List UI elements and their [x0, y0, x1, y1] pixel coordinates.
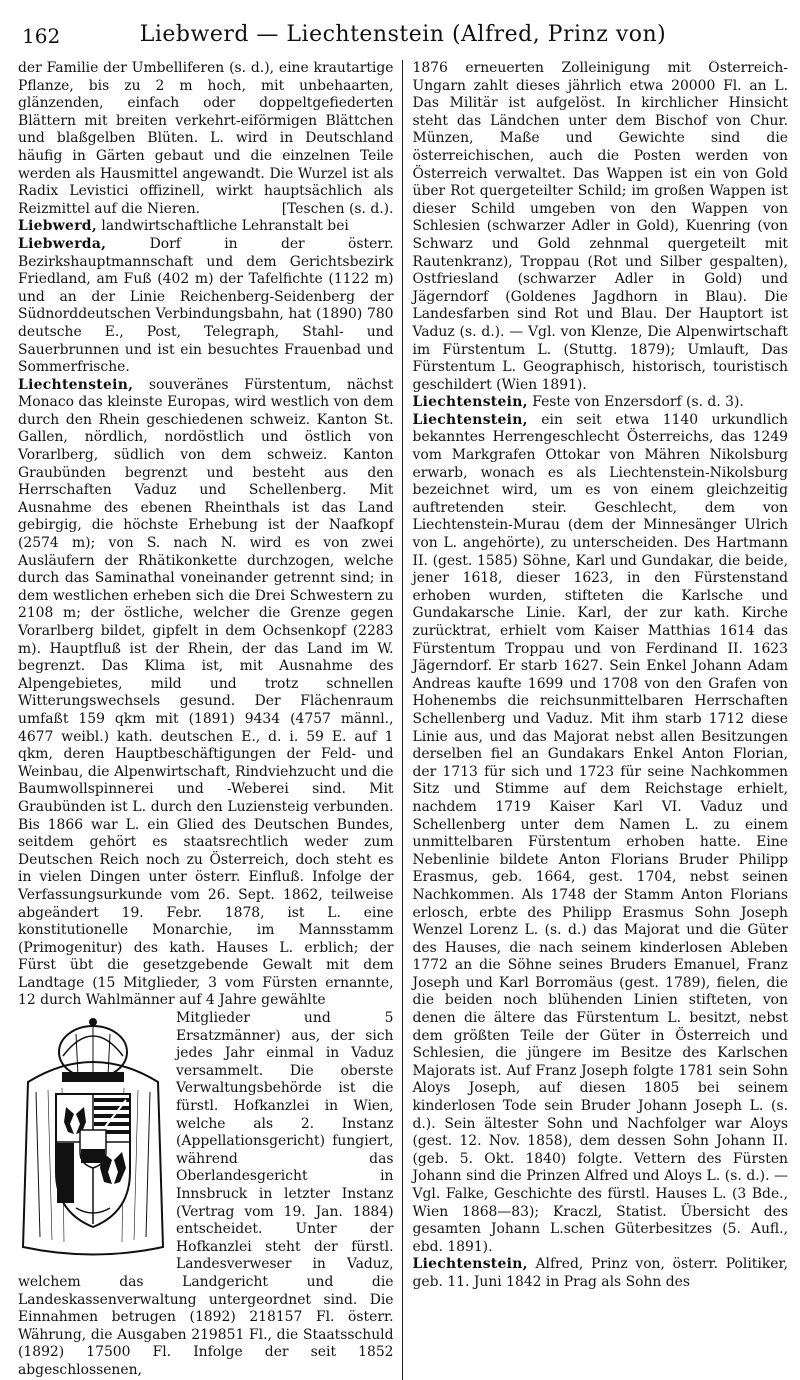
entry-liechtenstein-family	[413, 412, 789, 1257]
coat-of-arms-figure	[18, 1012, 168, 1262]
running-title: Liebwerd — Liechtenstein (Alfred, Prinz von)	[139, 22, 667, 47]
entry-liebwerd	[18, 218, 394, 236]
left-column	[18, 60, 402, 1380]
entry-liechtenstein-fortress	[413, 394, 789, 412]
page-header	[18, 10, 788, 54]
entry-text: 1876 erneuerten Zolleinigung mit Österreich-Ungarn zahlt dieses jährlich etwa 20000 Fl. an L. Das Militär ist aufgelöst. In kirchlicher Hinsicht steht das Ländchen unter dem Bischof von Chur. Münzen, Maße und Gewichte sind die österreichischen, auch die Posten werden von Österreich verwaltet. Das Wappen ist ein von Gold über Rot quergeteilter Schild; im großen Wappen ist dieser Schild umgeben von den Wappen von Schlesien (schwarzer Adler in Gold), Kuenring (von Schwarz und Gold zehnmal quergeteilt mit Rautenkranz), Troppau (Rot und Silber gespalten), Ostfriesland (schwarzer Adler in Gold) und Jägerndorf (Goldenes Jagdhorn in Blau). Die Landesfarben sind Rot und Blau. Der Hauptort ist Vaduz (s. d.). — Vgl. von Klenze, Die Alpenwirtschaft im Fürstentum L. (Stuttg. 1879); Umlauft, Das Fürstentum L. Geographisch, historisch, touristisch geschildert (Wien 1891).	[412, 60, 788, 393]
entry-headword: Liechtenstein,	[412, 411, 528, 428]
entry-text: Feste von Enzersdorf (s. d. 3).	[527, 394, 744, 411]
entry-headword: Liebwerd,	[18, 218, 97, 235]
entry-text: souveränes Fürstentum, nächst Monaco das kleinste Europas, wird westlich von dem durch den Rhein geschiedenen schweiz. Kanton St. Gallen, nördlich, nordöstlich und östlich von Vorarlberg, südlich von dem schweiz. Kanton Graubünden begrenzt und besteht aus den Herrschaften Vaduz und Schellenberg. Mit Ausnahme des ebenen Rheinthals ist das Land gebirgig, die höchste Erhebung ist der Naafkopf (2574 m); von S. nach N. wird es von zwei Ausläufern der Rhätikonkette durchzogen, welche durch das Saminathal voneinander getrennt sind; in dem westlichen erheben sich die Drei Schwestern zu 2108 m; der östliche, welcher die Grenze gegen Vorarlberg bildet, gipfelt in dem Ochsenkopf (2283 m). Hauptfluß ist der Rhein, der das Land im W. begrenzt. Das Klima ist, mit Ausnahme des Alpengebietes, mild und trotz schnellen Witterungswechsels gesund. Der Flächenraum umfaßt 159 qkm mit (1891) 9434 (4757 männl., 4677 weibl.) kath. deutschen E., d. i. 59 E. auf 1 qkm, deren Hauptbeschäftigungen der Feld- und Weinbau, die Alpenwirtschaft, Rindviehzucht und die Baumwollspinnerei und -Weberei sind. Mit Graubünden ist L. durch den Luziensteig verbunden. Bis 1866 war L. ein Glied des Deutschen Bundes, seitdem gehört es staatsrechtlich weder zum Deutschen Reich noch zu Österreich, doch steht es in vielen Dingen unter österr. Einfluß. Infolge der Verfassungsurkunde vom 26. Sept. 1862, teilweise abgeändert 19. Febr. 1878, ist L. eine konstitutionelle Monarchie, im Mannsstamm (Primogenitur) des kath. Hauses L. erblich; der Fürst übt die gesetzgebende Gewalt mit dem Landtage (15 Mitglieder, 3 vom Fürsten ernannte, 12 durch Wahlmänner auf 4 Jahre gewählte	[18, 376, 394, 1009]
page-number: 162	[22, 24, 61, 48]
coat-of-arms-icon	[18, 1012, 168, 1262]
entry-text: landwirtschaftliche Lehranstalt bei	[96, 218, 349, 235]
entry-text: Mitglieder und 5 Ersatzmänner) aus, der sich jedes Jahr einmal in Vaduz versammelt. Die oberste Verwaltungsbehörde ist die fürstl. Hofkanzlei in Wien, welche als 2. Instanz (Appellationsgericht) fungiert, während das Oberlandesgericht in Innsbruck in letzter Instanz (Vertrag vom 19. Jan. 1884) entscheidet. Unter der Hofkanzlei steht der fürstl. Landesverweser in Vaduz, welchem das Landgericht und die Landeskassenverwaltung untergeordnet sind. Die Einnahmen betrugen (1892) 218157 Fl. österr. Währung, die Ausgaben 219851 Fl., die Staatsschuld (1892) 17500 Fl. Infolge der seit 1852 abgeschlossenen,	[18, 1010, 394, 1378]
entry-liebwerda	[18, 236, 394, 377]
entry-text: der Familie der Umbelliferen (s. d.), eine krautartige Pflanze, bis zu 2 m hoch, mit unbehaarten, glänzenden, einfach oder doppeltgefiederten Blättern mit breiten verkehrt-eiförmigen Blättchen und blaßgelben Blüten. L. wird in Deutschland häufig in Gärten gebaut und die einzelnen Teile werden als Hausmittel angewandt. Die Wurzel ist als Radix Levistici offizinell, wirkt hauptsächlich als Reizmittel auf die Nieren.	[18, 60, 394, 217]
entry-headword: Liechtenstein,	[412, 394, 528, 411]
entry-headword: Liebwerda,	[18, 235, 107, 252]
entry-headword: Liechtenstein,	[412, 1256, 528, 1273]
entry-text: Alfred, Prinz von, österr. Politiker, geb. 11. Juni 1842 in Prag als Sohn des	[412, 1256, 788, 1290]
text-columns	[18, 60, 788, 1380]
entry-continuation	[413, 60, 789, 394]
entry-headword: Liechtenstein,	[18, 376, 134, 393]
entry-continuation	[18, 60, 394, 218]
entry-text: ein seit etwa 1140 urkundlich bekanntes Herrengeschlecht Österreichs, das 1249 vom Markgrafen Ottokar von Mähren Nikolsburg erwarb, wonach es als Liechtenstein-Nikolsburg bezeichnet wird, um es von einem gleichzeitig auftretenden steir. Geschlecht, dem von Liechtenstein-Murau (dem der Minnesänger Ulrich von L. angehörte), zu unterscheiden. Des Hartmann II. (gest. 1585) Söhne, Karl und Gundakar, die beide, jener 1618, dieser 1623, in den Fürstenstand erhoben wurden, stifteten die Karlsche und Gundakarsche Linie. Karl, der zur kath. Kirche zurücktrat, erhielt vom Kaiser Matthias 1614 das Fürstentum Troppau und von Ferdinand II. 1623 Jägerndorf. Er starb 1627. Sein Enkel Johann Adam Andreas kaufte 1699 und 1708 von den Grafen von Hohenembs die reichsunmittelbaren Herrschaften Schellenberg und Vaduz. Mit ihm starb 1712 diese Linie aus, und das Majorat nebst allen Besitzungen derselben fiel an Gundakars Enkel Anton Florian, der 1713 für sich und 1723 für seine Nachkommen Sitz und Stimme auf dem Reichstage erhielt, nachdem 1719 Kaiser Karl VI. Vaduz und Schellenberg unter dem Namen L. zu einem unmittelbaren Fürstentum erhoben hatte. Eine Nebenlinie bildete Anton Florians Bruder Philipp Erasmus, geb. 1664, gest. 1704, nebst seinen Nachkommen. Als 1748 der Stamm Anton Florians erlosch, erbte des Philipp Erasmus Sohn Joseph Wenzel Lorenz L. (s. d.) das Majorat und die Güter des Hauses, die nach seinem kinderlosen Ableben 1772 an die Söhne seines Bruders Emanuel, Franz Joseph und Karl Borromäus (gest. 1789), fielen, die die beiden noch blühenden Linien stifteten, von denen die ältere das Fürstentum L. besitzt, nebst dem größten Teile der Güter in Österreich und Schlesien, die jüngere im Besitze des Karlschen Majorats ist. Auf Franz Joseph folgte 1781 sein Sohn Aloys Joseph, auf diesen 1805 bei seinem kinderlosen Tode sein Bruder Johann Joseph L. (s. d.). Sein ältester Sohn und Nachfolger war Aloys (gest. 12. Nov. 1858), dem dessen Sohn Johann II. (geb. 5. Okt. 1840) folgte. Vettern des Fürsten Johann sind die Prinzen Alfred und Aloys L. (s. d.). — Vgl. Falke, Geschichte des fürstl. Hauses L. (3 Bde., Wien 1868—83); Kraczl, Statist. Übersicht des gesamten Johann L.schen Güterbesitzes (5. Aufl., ebd. 1891).	[412, 411, 788, 1255]
entry-liechtenstein-alfred	[413, 1256, 789, 1291]
entry-text: Dorf in der österr. Bezirkshauptmannschaft und dem Gerichtsbezirk Friedland, am Fuß (402 m) der Tafelfichte (1122 m) und an der Linie Reichenberg-Seidenberg der Südnorddeutschen Verbindungsbahn, hat (1890) 780 deutsche E., Post, Telegraph, Stahl- und Sauerbrunnen und ist ein besuchtes Frauenbad und Sommerfrische.	[18, 235, 394, 376]
cross-reference: [Teschen (s. d.).	[281, 200, 394, 217]
entry-liechtenstein-principality	[18, 377, 394, 1010]
right-column	[402, 60, 789, 1380]
